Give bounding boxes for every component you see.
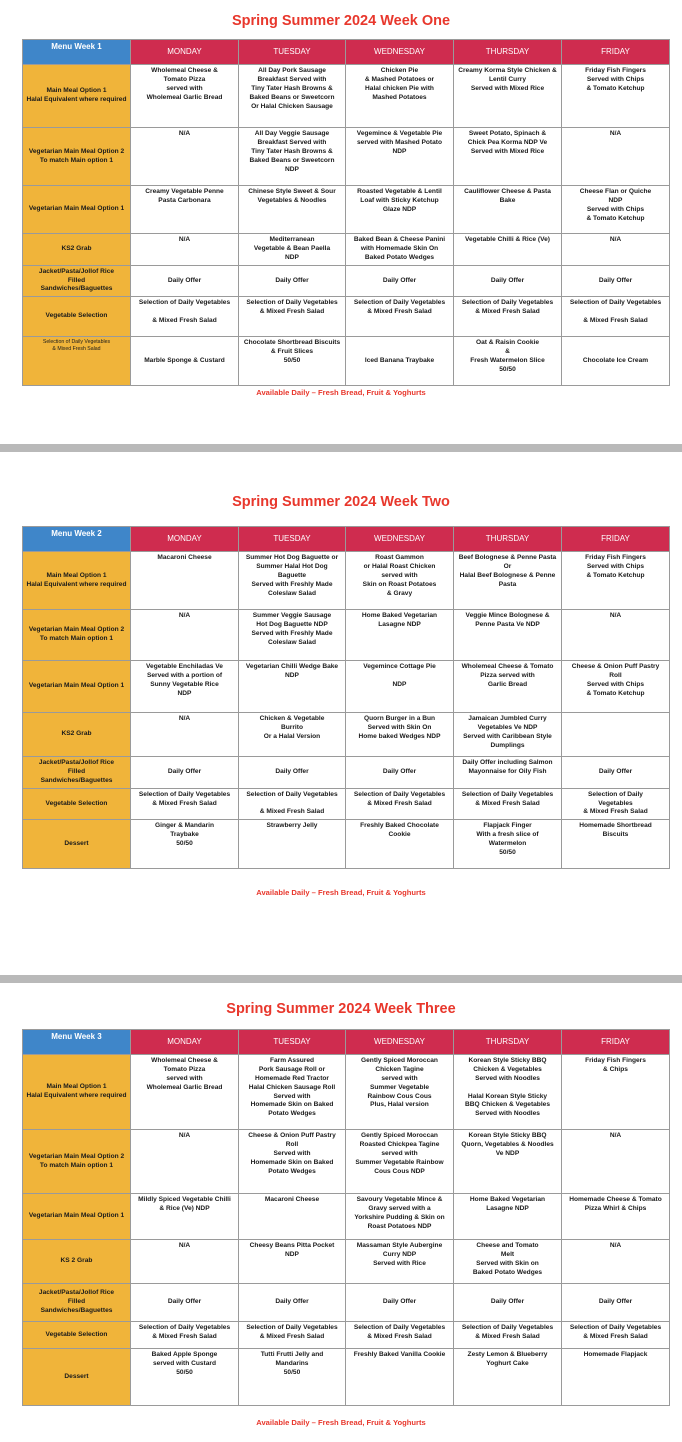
day-header-wednesday: WEDNESDAY — [346, 1030, 454, 1055]
menu-cell-tuesday: Selection of Daily Vegetables & Mixed Fresh Salad — [239, 297, 346, 337]
menu-cell-tuesday: Daily Offer — [239, 1284, 346, 1322]
menu-cell-tuesday: Mediterranean Vegetable & Bean Paella NDP — [239, 234, 346, 266]
day-header-tuesday: TUESDAY — [239, 527, 346, 552]
table-row — [23, 265, 670, 297]
section-divider — [0, 444, 682, 452]
menu-cell-tuesday: Cheesy Beans Pitta Pocket NDP — [239, 1240, 346, 1284]
menu-cell-wednesday: Selection of Daily Vegetables & Mixed Fresh Salad — [346, 1322, 454, 1349]
menu-cell-thursday: Cauliflower Cheese & Pasta Bake — [454, 186, 562, 234]
footer-note: Available Daily – Fresh Bread, Fruit & Yoghurts — [256, 1418, 426, 1427]
menu-cell-tuesday: Macaroni Cheese — [239, 1194, 346, 1240]
menu-table — [22, 1029, 670, 1406]
menu-cell-tuesday: Summer Hot Dog Baguette or Summer Halal Hot Dog Baguette Served with Freshly Made Coleslaw Salad — [239, 552, 346, 610]
row-label: Vegetarian Main Meal Option 2 To match Main option 1 — [23, 610, 131, 661]
table-row — [23, 65, 670, 128]
table-row — [23, 1194, 670, 1240]
menu-cell-monday: Selection of Daily Vegetables & Mixed Fresh Salad — [131, 1322, 239, 1349]
menu-cell-thursday: Beef Bolognese & Penne Pasta Or Halal Beef Bolognese & Penne Pasta — [454, 552, 562, 610]
menu-cell-monday: Selection of Daily Vegetables & Mixed Fresh Salad — [131, 297, 239, 337]
menu-cell-monday: Ginger & Mandarin Traybake 50/50 — [131, 820, 239, 869]
row-label: Vegetarian Main Meal Option 1 — [23, 186, 131, 234]
menu-cell-tuesday: Tutti Frutti Jelly and Mandarins 50/50 — [239, 1349, 346, 1406]
menu-table — [22, 526, 670, 869]
row-label: Vegetarian Main Meal Option 1 — [23, 1194, 131, 1240]
menu-cell-thursday: Korean Style Sticky BBQ Quorn, Vegetables & Noodles Ve NDP — [454, 1130, 562, 1194]
menu-cell-monday: N/A — [131, 1240, 239, 1284]
menu-cell-friday — [562, 713, 670, 757]
table-row — [23, 820, 670, 869]
table-row — [23, 1130, 670, 1194]
menu-cell-wednesday: Gently Spiced Moroccan Chicken Tagine served with Summer Vegetable Rainbow Cous Cous Plus, Halal version — [346, 1055, 454, 1130]
menu-cell-wednesday: Chicken Pie & Mashed Potatoes or Halal chicken Pie with Mashed Potatoes — [346, 65, 454, 128]
menu-cell-tuesday: Vegetarian Chilli Wedge Bake NDP — [239, 661, 346, 713]
table-row — [23, 713, 670, 757]
day-header-monday: MONDAY — [131, 40, 239, 65]
row-label: Jacket/Pasta/Jollof Rice Filled Sandwiches/Baguettes — [23, 757, 131, 789]
menu-cell-tuesday: Chicken & Vegetable Burrito Or a Halal Version — [239, 713, 346, 757]
row-label: Main Meal Option 1 Halal Equivalent where required — [23, 65, 131, 128]
table-row — [23, 297, 670, 337]
menu-cell-friday: Homemade Cheese & Tomato Pizza Whirl & Chips — [562, 1194, 670, 1240]
menu-cell-monday: Baked Apple Sponge served with Custard 50/50 — [131, 1349, 239, 1406]
menu-cell-monday: Selection of Daily Vegetables & Mixed Fresh Salad — [131, 788, 239, 820]
table-row — [23, 1284, 670, 1322]
row-label: Vegetable Selection — [23, 788, 131, 820]
menu-cell-thursday: Vegetable Chilli & Rice (Ve) — [454, 234, 562, 266]
menu-cell-friday: Homemade Shortbread Biscuits — [562, 820, 670, 869]
menu-cell-friday: Selection of Daily Vegetables & Mixed Fresh Salad — [562, 788, 670, 820]
menu-cell-wednesday: Roast Gammon or Halal Roast Chicken served with Skin on Roast Potatoes & Gravy — [346, 552, 454, 610]
menu-cell-monday: Creamy Vegetable Penne Pasta Carbonara — [131, 186, 239, 234]
menu-cell-tuesday: Chinese Style Sweet & Sour Vegetables & Noodles — [239, 186, 346, 234]
table-row — [23, 186, 670, 234]
table-row — [23, 661, 670, 713]
menu-cell-monday: N/A — [131, 234, 239, 266]
row-label: Vegetable Selection — [23, 297, 131, 337]
day-header-monday: MONDAY — [131, 1030, 239, 1055]
week-title: Spring Summer 2024 Week Two — [232, 494, 450, 510]
table-row — [23, 1240, 670, 1284]
menu-cell-friday: N/A — [562, 234, 670, 266]
menu-cell-wednesday: Home Baked Vegetarian Lasagne NDP — [346, 610, 454, 661]
table-row — [23, 1349, 670, 1406]
menu-cell-monday: N/A — [131, 128, 239, 186]
menu-cell-tuesday: Summer Veggie Sausage Hot Dog Baguette NDP Served with Freshly Made Coleslaw Salad — [239, 610, 346, 661]
row-label: KS2 Grab — [23, 713, 131, 757]
menu-cell-thursday: Korean Style Sticky BBQ Chicken & Vegetables Served with Noodles Halal Korean Style Sticky BBQ Chicken & Vegetables Served with Noodles — [454, 1055, 562, 1130]
footer-note: Available Daily – Fresh Bread, Fruit & Yoghurts — [256, 888, 426, 897]
day-header-thursday: THURSDAY — [454, 40, 562, 65]
menu-cell-tuesday: Daily Offer — [239, 757, 346, 789]
menu-cell-tuesday: Selection of Daily Vegetables & Mixed Fresh Salad — [239, 1322, 346, 1349]
footer-note: Available Daily – Fresh Bread, Fruit & Yoghurts — [256, 388, 426, 397]
menu-cell-wednesday: Roasted Vegetable & Lentil Loaf with Sticky Ketchup Glaze NDP — [346, 186, 454, 234]
table-row — [23, 234, 670, 266]
menu-cell-tuesday: All Day Pork Sausage Breakfast Served with Tiny Tater Hash Browns & Baked Beans or Sweetcorn Or Halal Chicken Sausage — [239, 65, 346, 128]
header-row — [23, 40, 670, 65]
day-header-wednesday: WEDNESDAY — [346, 527, 454, 552]
menu-cell-tuesday: All Day Veggie Sausage Breakfast Served with Tiny Tater Hash Browns & Baked Beans or Sweetcorn NDP — [239, 128, 346, 186]
row-label: KS2 Grab — [23, 234, 131, 266]
menu-cell-monday: N/A — [131, 610, 239, 661]
menu-cell-thursday: Cheese and Tomato Melt Served with Skin on Baked Potato Wedges — [454, 1240, 562, 1284]
menu-table — [22, 39, 670, 386]
menu-cell-monday: Mildly Spiced Vegetable Chilli & Rice (Ve) NDP — [131, 1194, 239, 1240]
menu-cell-friday: Daily Offer — [562, 757, 670, 789]
menu-cell-friday: N/A — [562, 128, 670, 186]
menu-cell-wednesday: Vegemince Cottage Pie NDP — [346, 661, 454, 713]
table-row — [23, 1055, 670, 1130]
row-label: Vegetable Selection — [23, 1322, 131, 1349]
menu-cell-wednesday: Freshly Baked Vanilla Cookie — [346, 1349, 454, 1406]
menu-cell-wednesday: Iced Banana Traybake — [346, 337, 454, 386]
table-row — [23, 128, 670, 186]
header-row — [23, 527, 670, 552]
menu-cell-monday: Wholemeal Cheese & Tomato Pizza served with Wholemeal Garlic Bread — [131, 1055, 239, 1130]
row-label: Jacket/Pasta/Jollof Rice Filled Sandwiches/Baguettes — [23, 265, 131, 297]
menu-cell-friday: N/A — [562, 610, 670, 661]
table-row — [23, 757, 670, 789]
menu-cell-friday: N/A — [562, 1240, 670, 1284]
day-header-tuesday: TUESDAY — [239, 1030, 346, 1055]
section-divider — [0, 975, 682, 983]
menu-cell-wednesday: Baked Bean & Cheese Panini with Homemade Skin On Baked Potato Wedges — [346, 234, 454, 266]
menu-cell-friday: Homemade Flapjack — [562, 1349, 670, 1406]
menu-cell-friday: N/A — [562, 1130, 670, 1194]
menu-cell-monday: N/A — [131, 1130, 239, 1194]
menu-cell-thursday: Daily Offer — [454, 1284, 562, 1322]
table-row — [23, 1322, 670, 1349]
menu-cell-wednesday: Selection of Daily Vegetables & Mixed Fresh Salad — [346, 788, 454, 820]
menu-cell-wednesday: Quorn Burger in a Bun Served with Skin On Home baked Wedges NDP — [346, 713, 454, 757]
menu-cell-monday: Marble Sponge & Custard — [131, 337, 239, 386]
row-label: Vegetarian Main Meal Option 1 — [23, 661, 131, 713]
row-label: Vegetarian Main Meal Option 2 To match Main option 1 — [23, 1130, 131, 1194]
menu-cell-wednesday: Savoury Vegetable Mince & Gravy served with a Yorkshire Pudding & Skin on Roast Potatoes NDP — [346, 1194, 454, 1240]
menu-cell-thursday: Creamy Korma Style Chicken & Lentil Curry Served with Mixed Rice — [454, 65, 562, 128]
header-row — [23, 1030, 670, 1055]
day-header-thursday: THURSDAY — [454, 527, 562, 552]
menu-cell-monday: Daily Offer — [131, 1284, 239, 1322]
menu-cell-friday: Daily Offer — [562, 265, 670, 297]
menu-cell-monday: Macaroni Cheese — [131, 552, 239, 610]
menu-cell-monday: Vegetable Enchiladas Ve Served with a portion of Sunny Vegetable Rice NDP — [131, 661, 239, 713]
row-label: Jacket/Pasta/Jollof Rice Filled Sandwiches/Baguettes — [23, 1284, 131, 1322]
menu-cell-thursday: Daily Offer including Salmon Mayonnaise for Oily Fish — [454, 757, 562, 789]
menu-cell-thursday: Sweet Potato, Spinach & Chick Pea Korma NDP Ve Served with Mixed Rice — [454, 128, 562, 186]
menu-week-label: Menu Week 3 — [23, 1030, 131, 1055]
menu-cell-thursday: Oat & Raisin Cookie & Fresh Watermelon Slice 50/50 — [454, 337, 562, 386]
menu-cell-wednesday: Daily Offer — [346, 757, 454, 789]
menu-cell-friday: Selection of Daily Vegetables & Mixed Fresh Salad — [562, 1322, 670, 1349]
row-label: Selection of Daily Vegetables & Mixed Fresh Salad — [23, 337, 131, 386]
menu-cell-friday: Cheese Flan or Quiche NDP Served with Chips & Tomato Ketchup — [562, 186, 670, 234]
menu-cell-thursday: Flapjack Finger With a fresh slice of Watermelon 50/50 — [454, 820, 562, 869]
menu-cell-friday: Selection of Daily Vegetables & Mixed Fresh Salad — [562, 297, 670, 337]
table-row — [23, 552, 670, 610]
menu-cell-tuesday: Daily Offer — [239, 265, 346, 297]
menu-cell-tuesday: Strawberry Jelly — [239, 820, 346, 869]
day-header-friday: FRIDAY — [562, 40, 670, 65]
menu-cell-wednesday: Gently Spiced Moroccan Roasted Chickpea Tagine served with Summer Vegetable Rainbow Cous Cous NDP — [346, 1130, 454, 1194]
row-label: Vegetarian Main Meal Option 2 To match Main option 1 — [23, 128, 131, 186]
menu-cell-tuesday: Selection of Daily Vegetables & Mixed Fresh Salad — [239, 788, 346, 820]
menu-cell-friday: Daily Offer — [562, 1284, 670, 1322]
menu-cell-wednesday: Selection of Daily Vegetables & Mixed Fresh Salad — [346, 297, 454, 337]
day-header-friday: FRIDAY — [562, 1030, 670, 1055]
menu-cell-thursday: Selection of Daily Vegetables & Mixed Fresh Salad — [454, 788, 562, 820]
day-header-monday: MONDAY — [131, 527, 239, 552]
table-row — [23, 337, 670, 386]
menu-cell-monday: Wholemeal Cheese & Tomato Pizza served with Wholemeal Garlic Bread — [131, 65, 239, 128]
menu-cell-wednesday: Daily Offer — [346, 1284, 454, 1322]
menu-cell-thursday: Selection of Daily Vegetables & Mixed Fresh Salad — [454, 1322, 562, 1349]
menu-cell-friday: Cheese & Onion Puff Pastry Roll Served with Chips & Tomato Ketchup — [562, 661, 670, 713]
row-label: Main Meal Option 1 Halal Equivalent where required — [23, 552, 131, 610]
menu-week-label: Menu Week 1 — [23, 40, 131, 65]
menu-cell-tuesday: Chocolate Shortbread Biscuits & Fruit Slices 50/50 — [239, 337, 346, 386]
week-title: Spring Summer 2024 Week Three — [226, 1001, 456, 1017]
row-label: Dessert — [23, 1349, 131, 1406]
menu-cell-thursday: Jamaican Jumbled Curry Vegetables Ve NDP Served with Caribbean Style Dumplings — [454, 713, 562, 757]
menu-cell-tuesday: Cheese & Onion Puff Pastry Roll Served with Homemade Skin on Baked Potato Wedges — [239, 1130, 346, 1194]
menu-cell-wednesday: Daily Offer — [346, 265, 454, 297]
menu-cell-thursday: Home Baked Vegetarian Lasagne NDP — [454, 1194, 562, 1240]
menu-cell-thursday: Veggie Mince Bolognese & Penne Pasta Ve NDP — [454, 610, 562, 661]
day-header-wednesday: WEDNESDAY — [346, 40, 454, 65]
menu-cell-friday: Chocolate Ice Cream — [562, 337, 670, 386]
day-header-friday: FRIDAY — [562, 527, 670, 552]
menu-cell-thursday: Selection of Daily Vegetables & Mixed Fresh Salad — [454, 297, 562, 337]
menu-cell-wednesday: Vegemince & Vegetable Pie served with Mashed Potato NDP — [346, 128, 454, 186]
row-label: KS 2 Grab — [23, 1240, 131, 1284]
menu-cell-tuesday: Farm Assured Pork Sausage Roll or Homemade Red Tractor Halal Chicken Sausage Roll Served with Homemade Skin on Baked Potato Wedges — [239, 1055, 346, 1130]
day-header-thursday: THURSDAY — [454, 1030, 562, 1055]
table-row — [23, 788, 670, 820]
menu-cell-wednesday: Freshly Baked Chocolate Cookie — [346, 820, 454, 869]
row-label: Dessert — [23, 820, 131, 869]
menu-week-label: Menu Week 2 — [23, 527, 131, 552]
menu-cell-monday: Daily Offer — [131, 757, 239, 789]
menu-cell-friday: Friday Fish Fingers Served with Chips & Tomato Ketchup — [562, 552, 670, 610]
menu-cell-thursday: Daily Offer — [454, 265, 562, 297]
menu-cell-friday: Friday Fish Fingers Served with Chips & Tomato Ketchup — [562, 65, 670, 128]
menu-cell-monday: N/A — [131, 713, 239, 757]
week-title: Spring Summer 2024 Week One — [231, 13, 451, 29]
table-row — [23, 610, 670, 661]
menu-cell-friday: Friday Fish Fingers & Chips — [562, 1055, 670, 1130]
menu-cell-thursday: Wholemeal Cheese & Tomato Pizza served with Garlic Bread — [454, 661, 562, 713]
menu-cell-thursday: Zesty Lemon & Blueberry Yoghurt Cake — [454, 1349, 562, 1406]
row-label: Main Meal Option 1 Halal Equivalent where required — [23, 1055, 131, 1130]
menu-cell-monday: Daily Offer — [131, 265, 239, 297]
day-header-tuesday: TUESDAY — [239, 40, 346, 65]
menu-cell-wednesday: Massaman Style Aubergine Curry NDP Served with Rice — [346, 1240, 454, 1284]
